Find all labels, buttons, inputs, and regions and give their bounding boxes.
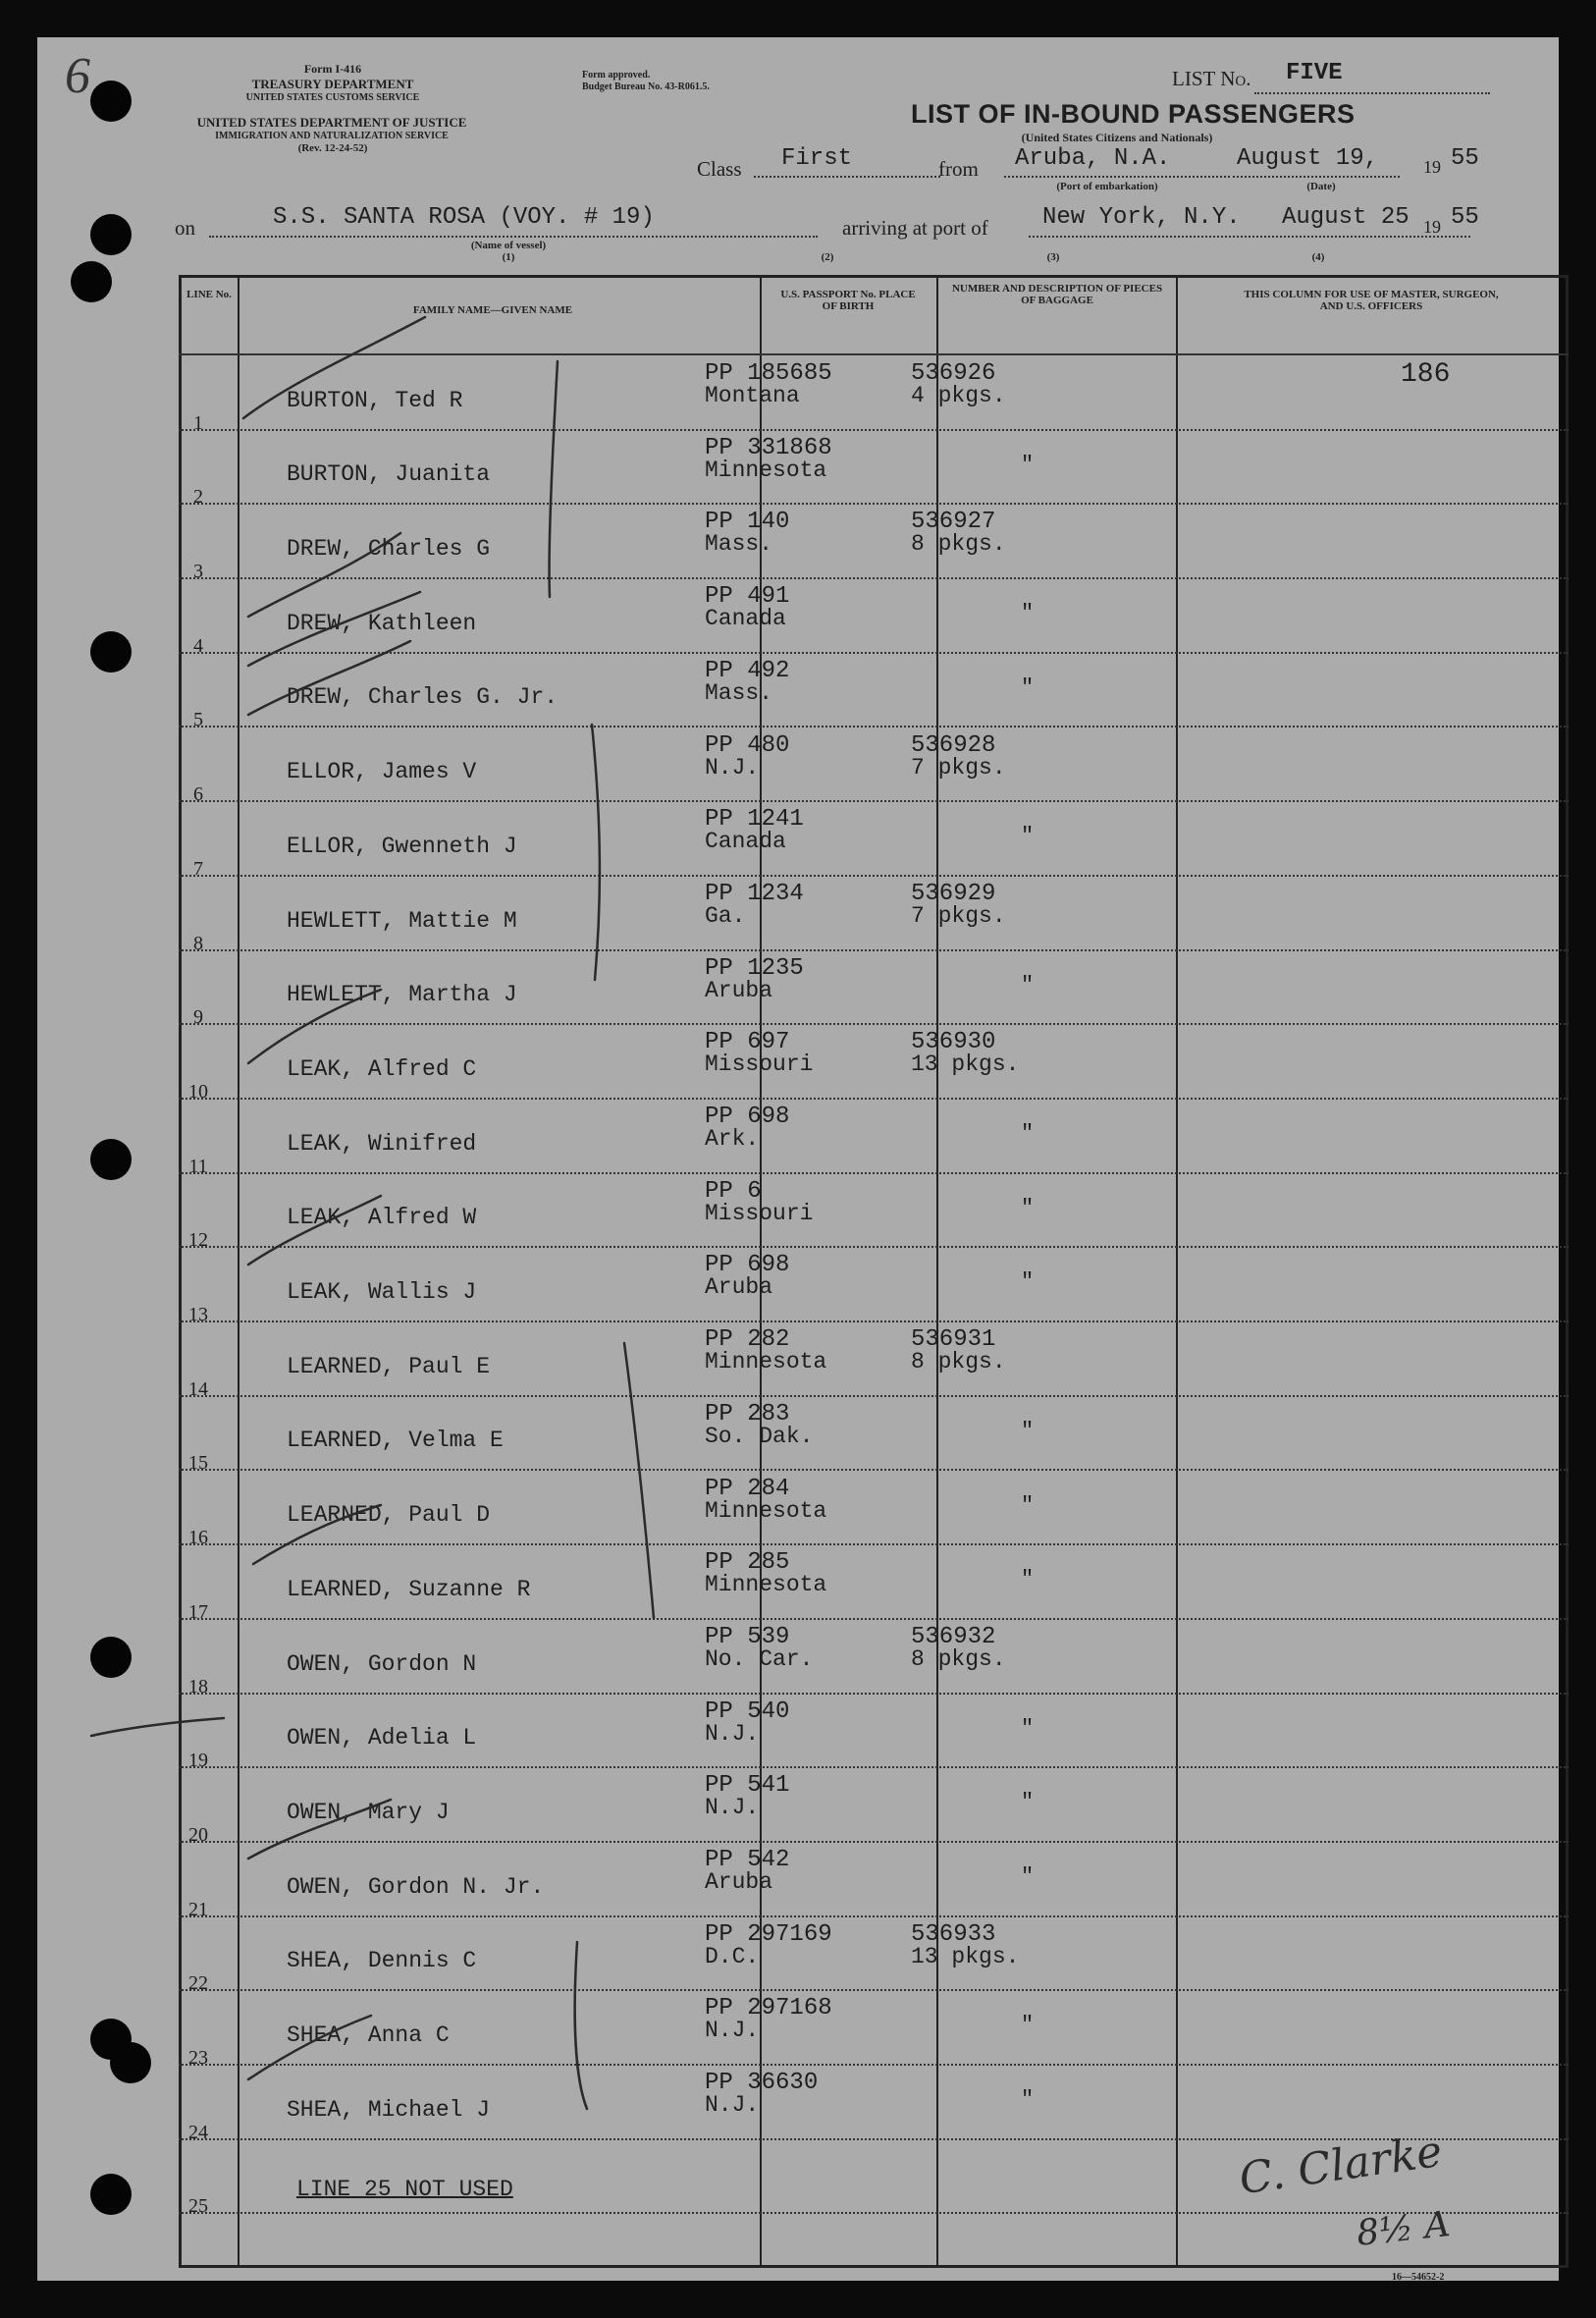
line-number: 12 (188, 1229, 208, 1252)
line-not-used: LINE 25 NOT USED (296, 2177, 513, 2203)
passenger-name: SHEA, Dennis C (287, 1948, 477, 1974)
place-of-birth: Minnesota (705, 1349, 827, 1375)
baggage-description: 7 pkgs. (911, 902, 1006, 929)
passenger-name: SHEA, Michael J (287, 2096, 491, 2123)
baggage-description: 8 pkgs. (911, 531, 1006, 558)
departure-year: 55 (1451, 145, 1479, 172)
passenger-name: HEWLETT, Martha J (287, 982, 517, 1008)
passport-number: PP 541 (705, 1772, 790, 1800)
vessel-name: S.S. SANTA ROSA (VOY. # 19) (273, 204, 655, 231)
ditto-mark: " (1021, 1121, 1035, 1146)
col-baggage: NUMBER AND DESCRIPTION OF PIECES OF BAGGAGE (951, 283, 1163, 306)
passenger-name: BURTON, Ted R (287, 387, 463, 413)
passport-number: PP 6 (705, 1177, 762, 1205)
passport-number: PP 284 (705, 1475, 790, 1502)
line-number: 23 (188, 2047, 208, 2070)
line-number: 19 (188, 1750, 208, 1772)
form-approved: Form approved. (582, 70, 651, 81)
ditto-mark: " (1021, 1567, 1035, 1592)
binder-hole (90, 1637, 132, 1678)
place-of-birth: Mass. (705, 531, 773, 558)
customs-service: UNITED STATES CUSTOMS SERVICE (245, 92, 420, 103)
ditto-mark: " (1021, 1492, 1035, 1518)
place-of-birth: D.C. (705, 1943, 760, 1969)
ditto-mark: " (1021, 824, 1035, 849)
bracket-stroke (575, 1942, 587, 2109)
class-value: First (781, 145, 853, 172)
passenger-name: DREW, Charles G. Jr. (287, 684, 559, 711)
passenger-name: OWEN, Mary J (287, 1799, 450, 1825)
binder-hole (110, 2042, 151, 2083)
line-number: 25 (188, 2195, 208, 2218)
baggage-number: 536931 (911, 1326, 996, 1354)
bracket-stroke (550, 361, 558, 597)
passport-number: PP 492 (705, 657, 790, 684)
baggage-number: 536927 (911, 509, 996, 536)
ins-service: IMMIGRATION AND NATURALIZATION SERVICE (215, 131, 449, 141)
passenger-name: LEARNED, Paul D (287, 1502, 491, 1529)
ditto-mark: " (1021, 1715, 1035, 1741)
col-name: FAMILY NAME—GIVEN NAME (412, 304, 573, 316)
baggage-number: 536932 (911, 1623, 996, 1650)
passenger-name: OWEN, Adelia L (287, 1725, 477, 1752)
ditto-mark: " (1021, 452, 1035, 477)
port-embark-caption: (Port of embarkation) (1056, 181, 1158, 192)
list-subtitle: (United States Citizens and Nationals) (1021, 131, 1213, 144)
cap-2: (2) (821, 251, 834, 263)
passport-number: PP 542 (705, 1847, 790, 1873)
col-officers: THIS COLUMN FOR USE OF MASTER, SURGEON, AND U.S. OFFICERS (1244, 289, 1499, 312)
passport-number: PP 1234 (705, 880, 804, 907)
place-of-birth: Ga. (705, 902, 746, 929)
line-number: 6 (193, 783, 203, 806)
passport-number: PP 1241 (705, 806, 804, 834)
passport-number: PP 480 (705, 731, 790, 759)
passenger-name: LEAK, Alfred C (287, 1055, 477, 1082)
passenger-name: LEAK, Alfred W (287, 1205, 477, 1231)
bracket-stroke (592, 725, 600, 980)
line-number: 2 (193, 486, 203, 509)
place-of-birth: Ark. (705, 1126, 760, 1152)
officer-initials: 8½ A (1355, 2204, 1453, 2254)
passenger-name: BURTON, Juanita (287, 461, 491, 488)
line-number: 3 (193, 561, 203, 583)
line-number: 17 (188, 1600, 208, 1623)
line-number: 8 (193, 932, 203, 954)
place-of-birth: Missouri (705, 1200, 814, 1226)
place-of-birth: Minnesota (705, 457, 827, 483)
passenger-name: LEAK, Winifred (287, 1130, 477, 1157)
place-of-birth: N.J. (705, 1720, 760, 1747)
class-label: Class (697, 157, 742, 181)
cap-3: (3) (1046, 251, 1060, 263)
place-of-birth: Aruba (705, 1869, 773, 1895)
place-of-birth: N.J. (705, 2018, 760, 2044)
ditto-mark: " (1021, 2013, 1035, 2038)
binder-hole (90, 2174, 132, 2215)
place-of-birth: Aruba (705, 1274, 773, 1301)
passport-number: PP 36630 (705, 2070, 819, 2097)
line-number: 4 (193, 634, 203, 657)
on-label: on (175, 216, 195, 240)
place-of-birth: Missouri (705, 1051, 814, 1078)
arrival-century: 19 (1423, 217, 1441, 237)
passport-number: PP 1235 (705, 954, 804, 982)
ditto-mark: " (1021, 2087, 1035, 2113)
port-embarkation: Aruba, N.A. (1015, 145, 1171, 172)
passport-number: PP 297169 (705, 1920, 832, 1948)
arrival-port: New York, N.Y. (1042, 204, 1241, 231)
passenger-name: LEAK, Wallis J (287, 1279, 477, 1306)
passport-number: PP 491 (705, 583, 790, 611)
place-of-birth: No. Car. (705, 1645, 814, 1672)
line-number: 7 (193, 857, 203, 880)
corner-mark: 6 (65, 48, 90, 104)
place-of-birth: N.J. (705, 754, 760, 781)
check-marks (37, 37, 1559, 2281)
passenger-name: SHEA, Anna C (287, 2022, 450, 2049)
place-of-birth: Canada (705, 606, 786, 632)
passport-number: PP 697 (705, 1029, 790, 1056)
justice-dept: UNITED STATES DEPARTMENT OF JUSTICE (196, 115, 467, 130)
passport-number: PP 140 (705, 509, 790, 536)
ditto-mark: " (1021, 1195, 1035, 1220)
passenger-name: HEWLETT, Mattie M (287, 907, 517, 934)
baggage-number: 536930 (911, 1029, 996, 1056)
line-number: 15 (188, 1452, 208, 1475)
binder-hole (90, 81, 132, 122)
passenger-name: OWEN, Gordon N (287, 1650, 477, 1677)
list-no-value: FIVE (1286, 60, 1343, 86)
baggage-number: 536929 (911, 880, 996, 907)
col-passport: U.S. PASSPORT No. PLACE OF BIRTH (780, 289, 916, 312)
revision: (Rev. 12-24-52) (297, 142, 368, 154)
line-number: 21 (188, 1898, 208, 1920)
check-mark (248, 533, 400, 617)
place-of-birth: Mass. (705, 679, 773, 706)
passenger-name: DREW, Charles G (287, 536, 491, 563)
col-line-no: LINE No. (186, 289, 232, 300)
budget-bureau: Budget Bureau No. 43-R061.5. (582, 81, 710, 92)
ditto-mark: " (1021, 1790, 1035, 1815)
passenger-name: LEARNED, Velma E (287, 1428, 504, 1454)
ditto-mark: " (1021, 1269, 1035, 1295)
baggage-description: 8 pkgs. (911, 1645, 1006, 1672)
binder-hole (90, 631, 132, 673)
line-number: 1 (193, 411, 203, 434)
place-of-birth: N.J. (705, 1795, 760, 1821)
baggage-number: 536933 (911, 1920, 996, 1948)
baggage-number: 536928 (911, 731, 996, 759)
treasury-dept: TREASURY DEPARTMENT (251, 77, 414, 91)
check-mark (248, 1800, 391, 1859)
passenger-name: ELLOR, Gwenneth J (287, 833, 517, 859)
place-of-birth: N.J. (705, 2092, 760, 2119)
passport-number: PP 283 (705, 1400, 790, 1428)
line-number: 10 (188, 1080, 208, 1103)
line-number: 13 (188, 1304, 208, 1326)
passport-number: PP 698 (705, 1104, 790, 1130)
passport-number: PP 297168 (705, 1995, 832, 2022)
passport-number: PP 185685 (705, 360, 832, 387)
form-number: Form I-416 (303, 62, 362, 76)
passenger-name: OWEN, Gordon N. Jr. (287, 1873, 545, 1900)
cap-4: (4) (1311, 251, 1325, 263)
line-number: 22 (188, 1972, 208, 1995)
place-of-birth: Aruba (705, 977, 773, 1003)
place-of-birth: So. Dak. (705, 1423, 814, 1449)
bracket-stroke (624, 1343, 654, 1618)
ditto-mark: " (1021, 1418, 1035, 1443)
passenger-name: LEARNED, Paul E (287, 1353, 491, 1379)
baggage-number: 536926 (911, 360, 996, 387)
passport-number: PP 539 (705, 1623, 790, 1650)
line-number: 11 (188, 1155, 208, 1177)
binder-hole (90, 214, 132, 255)
passport-number: PP 285 (705, 1549, 790, 1577)
passport-number: PP 698 (705, 1252, 790, 1279)
passenger-name: ELLOR, James V (287, 759, 477, 785)
line-number: 24 (188, 2121, 208, 2143)
place-of-birth: Montana (705, 383, 800, 408)
passenger-name: LEARNED, Suzanne R (287, 1576, 531, 1602)
line-number: 14 (188, 1377, 208, 1400)
check-mark (253, 1505, 381, 1564)
date-caption: (Date) (1306, 181, 1336, 192)
officer-note: 186 (1401, 359, 1451, 390)
check-mark (243, 317, 425, 418)
check-mark (248, 1196, 381, 1265)
ditto-mark: " (1021, 972, 1035, 997)
departure-century: 19 (1423, 157, 1441, 177)
officer-signature: C. Clarke (1236, 2126, 1446, 2205)
vessel-caption-no: (1) (502, 251, 515, 263)
line-number: 20 (188, 1823, 208, 1846)
baggage-description: 4 pkgs. (911, 383, 1006, 408)
manifest-page (37, 37, 1559, 2281)
footer-code: 16—54652-2 (1392, 2272, 1445, 2283)
binder-hole (71, 261, 112, 302)
place-of-birth: Minnesota (705, 1497, 827, 1524)
passport-number: PP 540 (705, 1698, 790, 1725)
line-number: 9 (193, 1006, 203, 1029)
line-number: 18 (188, 1675, 208, 1698)
passport-number: PP 282 (705, 1326, 790, 1354)
passport-number: PP 331868 (705, 434, 832, 461)
line-number: 16 (188, 1527, 208, 1549)
baggage-description: 13 pkgs. (911, 1943, 1020, 1969)
list-no-label: LIST No. (1172, 67, 1251, 90)
baggage-description: 8 pkgs. (911, 1349, 1006, 1375)
ditto-mark: " (1021, 1864, 1035, 1889)
passenger-name: DREW, Kathleen (287, 610, 477, 636)
line-number: 5 (193, 709, 203, 731)
baggage-description: 13 pkgs. (911, 1051, 1020, 1078)
baggage-description: 7 pkgs. (911, 754, 1006, 781)
arrival-date: August 25 (1282, 204, 1410, 231)
arrival-year: 55 (1451, 204, 1479, 231)
check-mark (248, 2016, 371, 2079)
from-label: from (938, 157, 979, 181)
arriving-label: arriving at port of (842, 216, 988, 240)
check-mark (248, 990, 381, 1063)
place-of-birth: Minnesota (705, 1572, 827, 1598)
vessel-caption: (Name of vessel) (470, 240, 547, 251)
list-title: LIST OF IN-BOUND PASSENGERS (911, 99, 1356, 129)
ditto-mark: " (1021, 601, 1035, 626)
place-of-birth: Canada (705, 829, 786, 855)
ditto-mark: " (1021, 674, 1035, 700)
stray-stroke (91, 1718, 224, 1736)
binder-hole (90, 1139, 132, 1180)
departure-date: August 19, (1237, 145, 1379, 172)
